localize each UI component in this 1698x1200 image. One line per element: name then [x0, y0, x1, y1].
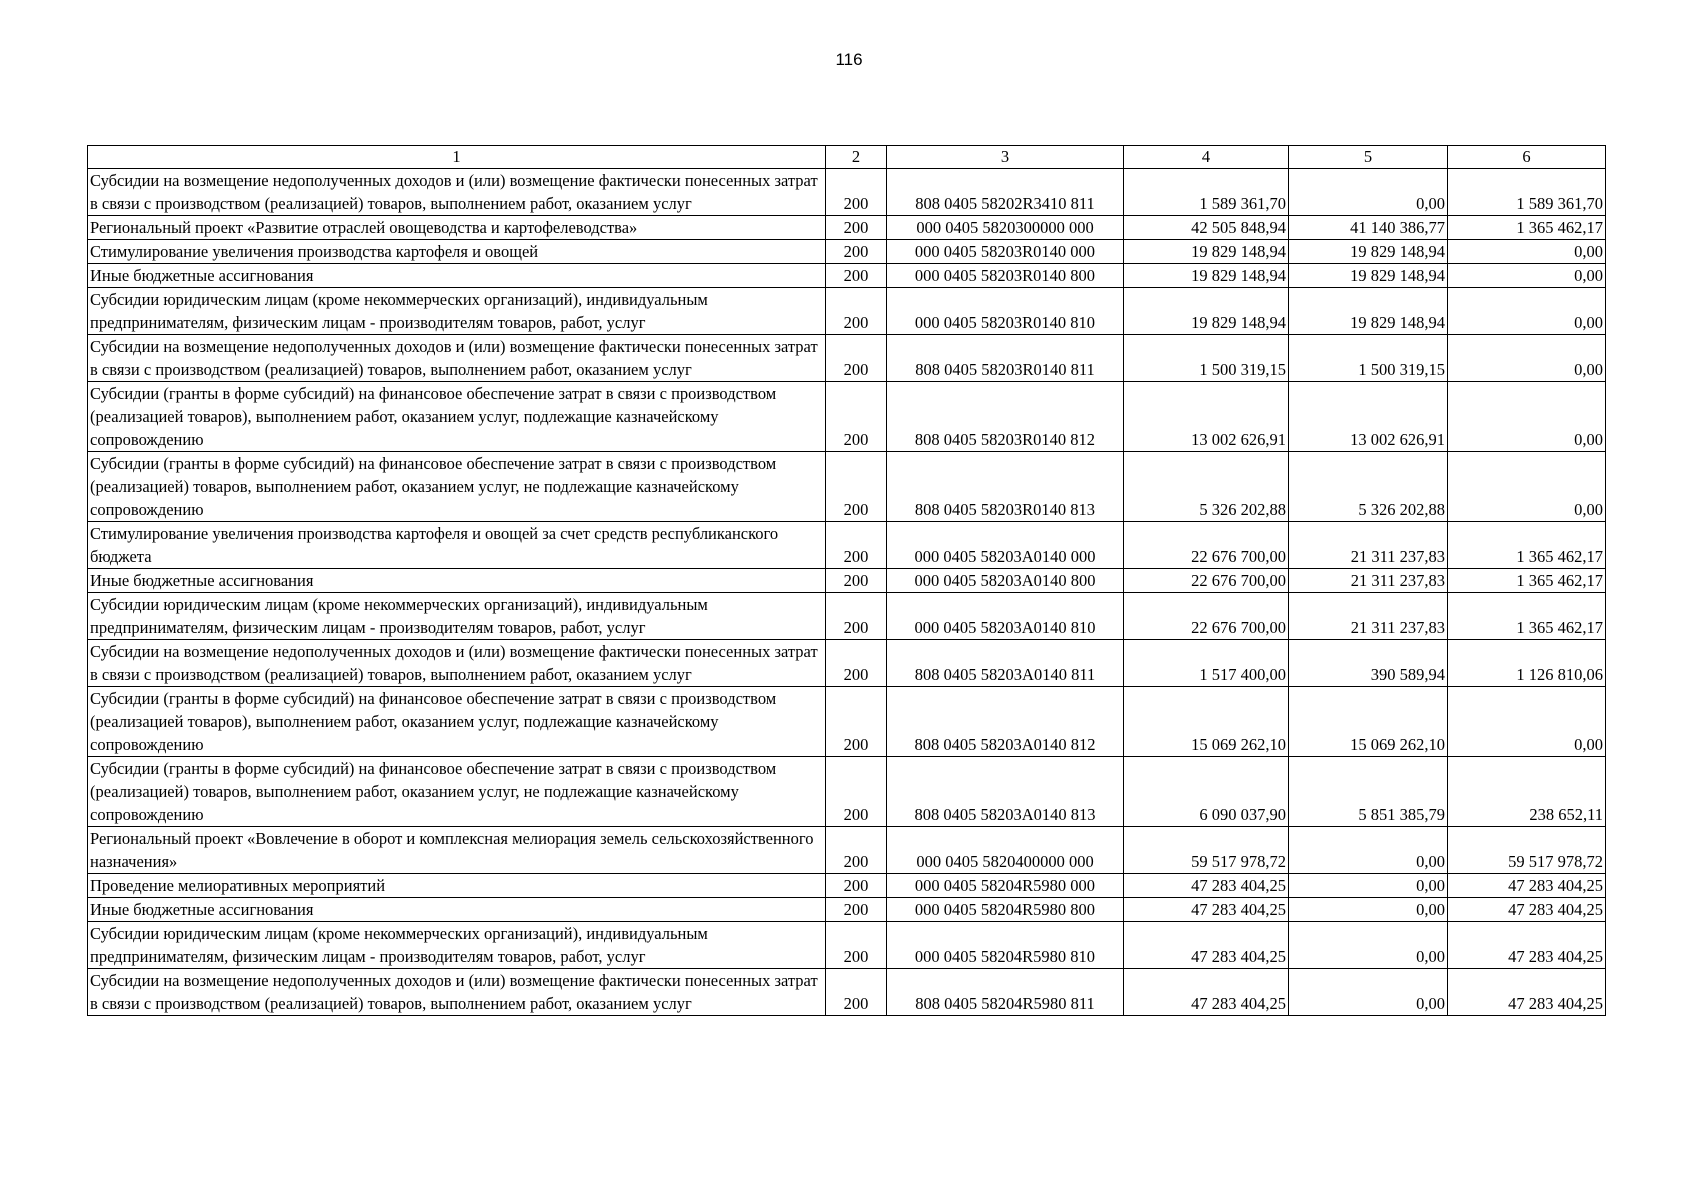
cell-code: 200	[826, 922, 887, 969]
cell-code: 200	[826, 640, 887, 687]
table-row	[88, 288, 1606, 335]
cell-name: Субсидии (гранты в форме субсидий) на финансовое обеспечение затрат в связи с производством (реализацией) товаров, выполнением работ, оказанием услуг, не подлежащие казначейскому сопровождению	[88, 757, 826, 827]
table-row	[88, 593, 1606, 640]
cell-col6: 0,00	[1448, 288, 1606, 335]
cell-code: 200	[826, 240, 887, 264]
cell-kbk: 000 0405 58203R0140 810	[887, 288, 1124, 335]
cell-col5: 19 829 148,94	[1289, 288, 1448, 335]
table-row	[88, 687, 1606, 757]
cell-name: Иные бюджетные ассигнования	[88, 264, 826, 288]
cell-kbk: 000 0405 58204R5980 800	[887, 898, 1124, 922]
cell-kbk: 808 0405 58203A0140 811	[887, 640, 1124, 687]
cell-kbk: 808 0405 58203A0140 813	[887, 757, 1124, 827]
cell-col4: 47 283 404,25	[1124, 969, 1289, 1016]
cell-col6: 47 283 404,25	[1448, 898, 1606, 922]
cell-col6: 1 126 810,06	[1448, 640, 1606, 687]
cell-col6: 0,00	[1448, 687, 1606, 757]
cell-kbk: 000 0405 58204R5980 810	[887, 922, 1124, 969]
cell-code: 200	[826, 335, 887, 382]
table-row	[88, 216, 1606, 240]
cell-kbk: 808 0405 58202R3410 811	[887, 169, 1124, 216]
table-row	[88, 382, 1606, 452]
cell-col5: 13 002 626,91	[1289, 382, 1448, 452]
cell-col6: 47 283 404,25	[1448, 874, 1606, 898]
cell-col4: 1 500 319,15	[1124, 335, 1289, 382]
cell-kbk: 808 0405 58203R0140 812	[887, 382, 1124, 452]
cell-col5: 21 311 237,83	[1289, 522, 1448, 569]
cell-col6: 59 517 978,72	[1448, 827, 1606, 874]
cell-col4: 13 002 626,91	[1124, 382, 1289, 452]
cell-col4: 47 283 404,25	[1124, 874, 1289, 898]
cell-col4: 19 829 148,94	[1124, 288, 1289, 335]
cell-code: 200	[826, 264, 887, 288]
table-row	[88, 757, 1606, 827]
cell-col6: 47 283 404,25	[1448, 969, 1606, 1016]
cell-col5: 0,00	[1289, 874, 1448, 898]
table-row	[88, 922, 1606, 969]
cell-name: Региональный проект «Развитие отраслей овощеводства и картофелеводства»	[88, 216, 826, 240]
cell-code: 200	[826, 687, 887, 757]
cell-name: Субсидии на возмещение недополученных доходов и (или) возмещение фактически понесенных затрат в связи с производством (реализацией) товаров, выполнением работ, оказанием услуг	[88, 169, 826, 216]
cell-kbk: 000 0405 58203R0140 800	[887, 264, 1124, 288]
cell-name: Субсидии юридическим лицам (кроме некоммерческих организаций), индивидуальным предпринимателям, физическим лицам - производителям товаров, работ, услуг	[88, 922, 826, 969]
cell-col6: 47 283 404,25	[1448, 922, 1606, 969]
cell-col5: 390 589,94	[1289, 640, 1448, 687]
cell-col5: 1 500 319,15	[1289, 335, 1448, 382]
header-cell-4: 4	[1124, 146, 1289, 169]
cell-col4: 1 517 400,00	[1124, 640, 1289, 687]
cell-col6: 0,00	[1448, 452, 1606, 522]
cell-col5: 0,00	[1289, 827, 1448, 874]
header-cell-2: 2	[826, 146, 887, 169]
cell-name: Субсидии на возмещение недополученных доходов и (или) возмещение фактически понесенных затрат в связи с производством (реализацией) товаров, выполнением работ, оказанием услуг	[88, 640, 826, 687]
cell-col6: 1 365 462,17	[1448, 522, 1606, 569]
table-row	[88, 169, 1606, 216]
cell-name: Проведение мелиоративных мероприятий	[88, 874, 826, 898]
header-cell-6: 6	[1448, 146, 1606, 169]
table-row	[88, 569, 1606, 593]
cell-col4: 1 589 361,70	[1124, 169, 1289, 216]
cell-col5: 21 311 237,83	[1289, 569, 1448, 593]
cell-col6: 0,00	[1448, 382, 1606, 452]
cell-col5: 0,00	[1289, 969, 1448, 1016]
cell-col4: 42 505 848,94	[1124, 216, 1289, 240]
table-body	[88, 146, 1606, 1016]
cell-name: Субсидии юридическим лицам (кроме некоммерческих организаций), индивидуальным предпринимателям, физическим лицам - производителям товаров, работ, услуг	[88, 593, 826, 640]
cell-code: 200	[826, 522, 887, 569]
cell-name: Субсидии на возмещение недополученных доходов и (или) возмещение фактически понесенных затрат в связи с производством (реализацией) товаров, выполнением работ, оказанием услуг	[88, 969, 826, 1016]
header-row	[88, 146, 1606, 169]
cell-kbk: 808 0405 58203A0140 812	[887, 687, 1124, 757]
cell-col4: 22 676 700,00	[1124, 522, 1289, 569]
cell-col6: 0,00	[1448, 240, 1606, 264]
cell-col4: 47 283 404,25	[1124, 898, 1289, 922]
cell-name: Субсидии (гранты в форме субсидий) на финансовое обеспечение затрат в связи с производством (реализацией) товаров, выполнением работ, оказанием услуг, не подлежащие казначейскому сопровождению	[88, 452, 826, 522]
cell-kbk: 000 0405 58203A0140 000	[887, 522, 1124, 569]
budget-table	[87, 145, 1606, 1016]
cell-col6: 1 365 462,17	[1448, 569, 1606, 593]
cell-kbk: 000 0405 5820400000 000	[887, 827, 1124, 874]
table-row	[88, 898, 1606, 922]
cell-col5: 21 311 237,83	[1289, 593, 1448, 640]
cell-col6: 0,00	[1448, 264, 1606, 288]
cell-code: 200	[826, 288, 887, 335]
cell-kbk: 808 0405 58203R0140 811	[887, 335, 1124, 382]
header-cell-3: 3	[887, 146, 1124, 169]
cell-name: Иные бюджетные ассигнования	[88, 898, 826, 922]
cell-name: Иные бюджетные ассигнования	[88, 569, 826, 593]
cell-col5: 15 069 262,10	[1289, 687, 1448, 757]
cell-kbk: 000 0405 5820300000 000	[887, 216, 1124, 240]
cell-name: Стимулирование увеличения производства картофеля и овощей за счет средств республиканского бюджета	[88, 522, 826, 569]
cell-kbk: 000 0405 58204R5980 000	[887, 874, 1124, 898]
cell-code: 200	[826, 827, 887, 874]
cell-col4: 5 326 202,88	[1124, 452, 1289, 522]
page-number: 116	[835, 50, 863, 69]
table-row	[88, 240, 1606, 264]
cell-col5: 19 829 148,94	[1289, 264, 1448, 288]
cell-col4: 59 517 978,72	[1124, 827, 1289, 874]
cell-col4: 19 829 148,94	[1124, 264, 1289, 288]
cell-code: 200	[826, 898, 887, 922]
cell-col4: 47 283 404,25	[1124, 922, 1289, 969]
cell-col5: 5 326 202,88	[1289, 452, 1448, 522]
cell-col5: 0,00	[1289, 898, 1448, 922]
cell-kbk: 000 0405 58203R0140 000	[887, 240, 1124, 264]
header-cell-5: 5	[1289, 146, 1448, 169]
cell-col6: 1 589 361,70	[1448, 169, 1606, 216]
cell-name: Субсидии (гранты в форме субсидий) на финансовое обеспечение затрат в связи с производством (реализацией товаров), выполнением работ, оказанием услуг, подлежащие казначейскому сопровождению	[88, 382, 826, 452]
cell-col5: 19 829 148,94	[1289, 240, 1448, 264]
cell-code: 200	[826, 969, 887, 1016]
cell-name: Региональный проект «Вовлечение в оборот и комплексная мелиорация земель сельскохозяйственного назначения»	[88, 827, 826, 874]
cell-col4: 22 676 700,00	[1124, 593, 1289, 640]
cell-col5: 5 851 385,79	[1289, 757, 1448, 827]
cell-code: 200	[826, 874, 887, 898]
table-row	[88, 874, 1606, 898]
cell-col6: 0,00	[1448, 335, 1606, 382]
cell-col5: 0,00	[1289, 169, 1448, 216]
table-row	[88, 640, 1606, 687]
cell-code: 200	[826, 216, 887, 240]
header-cell-1: 1	[88, 146, 826, 169]
cell-col6: 1 365 462,17	[1448, 593, 1606, 640]
cell-name: Субсидии на возмещение недополученных доходов и (или) возмещение фактически понесенных затрат в связи с производством (реализацией) товаров, выполнением работ, оказанием услуг	[88, 335, 826, 382]
cell-kbk: 000 0405 58203A0140 800	[887, 569, 1124, 593]
cell-code: 200	[826, 452, 887, 522]
table-row	[88, 335, 1606, 382]
cell-kbk: 808 0405 58203R0140 813	[887, 452, 1124, 522]
table-row	[88, 264, 1606, 288]
cell-col5: 41 140 386,77	[1289, 216, 1448, 240]
table-row	[88, 827, 1606, 874]
table-row	[88, 969, 1606, 1016]
cell-col4: 6 090 037,90	[1124, 757, 1289, 827]
cell-col4: 22 676 700,00	[1124, 569, 1289, 593]
cell-col6: 1 365 462,17	[1448, 216, 1606, 240]
cell-kbk: 000 0405 58203A0140 810	[887, 593, 1124, 640]
cell-name: Субсидии юридическим лицам (кроме некоммерческих организаций), индивидуальным предпринимателям, физическим лицам - производителям товаров, работ, услуг	[88, 288, 826, 335]
cell-code: 200	[826, 593, 887, 640]
cell-code: 200	[826, 569, 887, 593]
cell-col6: 238 652,11	[1448, 757, 1606, 827]
cell-col5: 0,00	[1289, 922, 1448, 969]
cell-name: Субсидии (гранты в форме субсидий) на финансовое обеспечение затрат в связи с производством (реализацией товаров), выполнением работ, оказанием услуг, подлежащие казначейскому сопровождению	[88, 687, 826, 757]
cell-code: 200	[826, 382, 887, 452]
cell-col4: 15 069 262,10	[1124, 687, 1289, 757]
table-row	[88, 522, 1606, 569]
cell-code: 200	[826, 169, 887, 216]
cell-name: Стимулирование увеличения производства картофеля и овощей	[88, 240, 826, 264]
cell-col4: 19 829 148,94	[1124, 240, 1289, 264]
cell-code: 200	[826, 757, 887, 827]
cell-kbk: 808 0405 58204R5980 811	[887, 969, 1124, 1016]
table-row	[88, 452, 1606, 522]
